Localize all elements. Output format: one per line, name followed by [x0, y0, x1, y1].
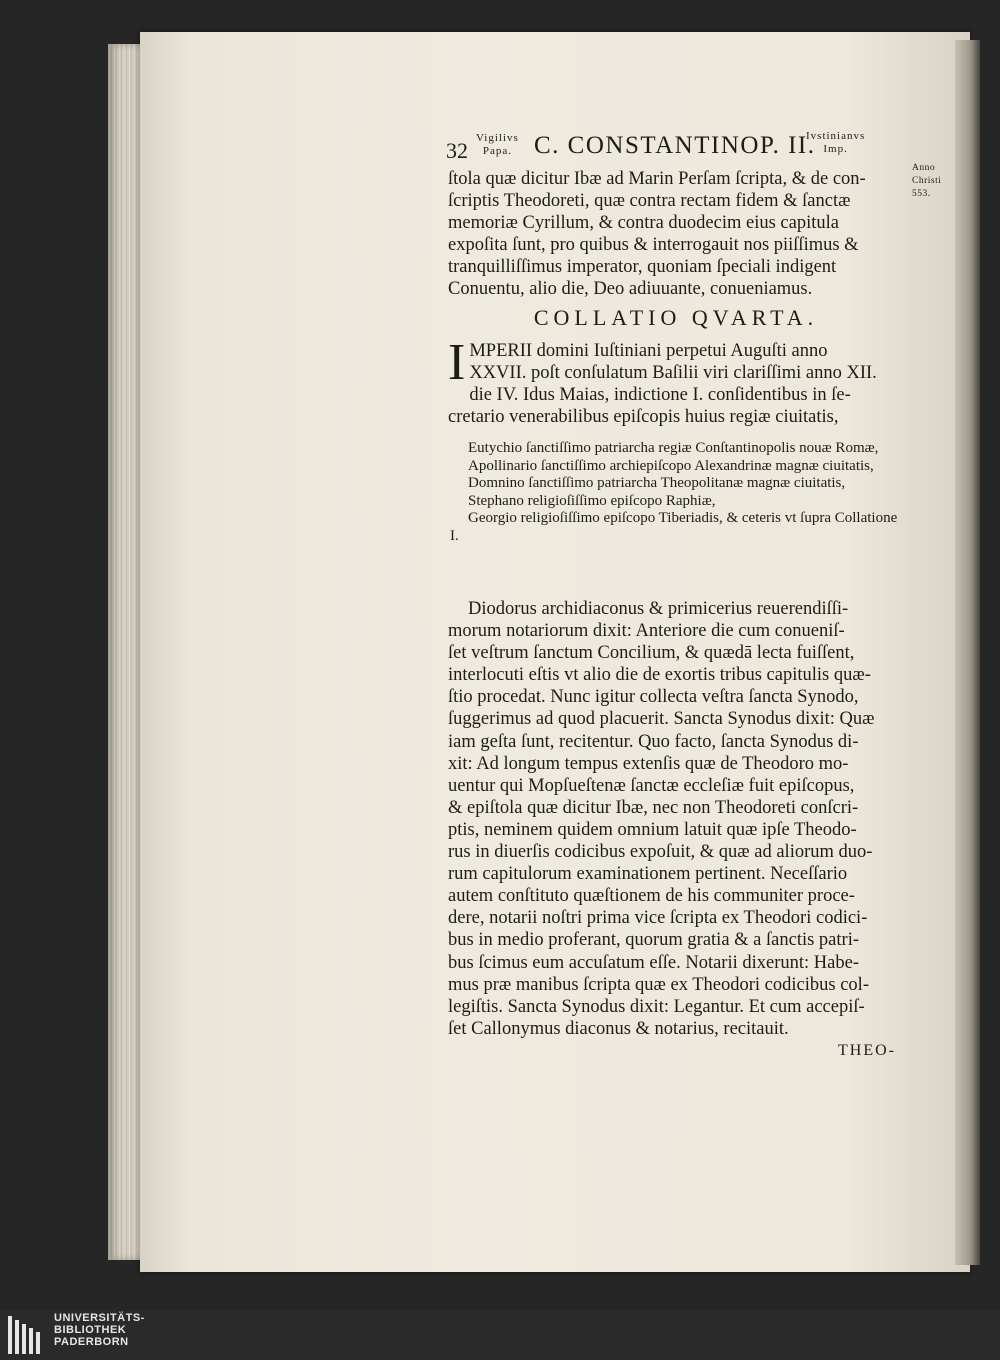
attendee-entry: Georgio religioſiſſimo epiſcopo Tiberiadis, & ceteris vt ſupra Collatione I. — [450, 510, 898, 544]
text-line: XXVII. poſt conſulatum Baſilii viri clariſſimi anno XII. — [469, 363, 877, 384]
logo-line: UNIVERSITÄTS- — [54, 1312, 145, 1324]
text-line: legiſtis. Sancta Synodus dixit: Legantur. Et cum accepiſ- — [448, 996, 865, 1017]
text-line: Conuentu, alio die, Deo adiuuante, conueniamus. — [448, 279, 813, 300]
margin-note-line: 553. — [912, 189, 931, 199]
running-head-right — [806, 130, 865, 156]
library-logo-text — [54, 1312, 145, 1348]
text-line: ſuggerimus ad quod placuerit. Sancta Synodus dixit: Quæ — [448, 709, 875, 730]
text-line: rus in diuerſis codicibus expoſuit, & quæ ad aliorum duo- — [448, 842, 873, 863]
text-line: xit: Ad longum tempus extenſis quæ de Theodoro mo- — [448, 753, 849, 774]
text-line: bus in medio proferant, quorum gratia & a ſanctis patri- — [448, 930, 859, 951]
book-gutter — [955, 40, 980, 1265]
margin-note-line: Anno — [912, 163, 936, 173]
text-line: ſtio procedat. Nunc igitur collecta veſtra ſancta Synodo, — [448, 687, 859, 708]
text-line: morum notariorum dixit: Anteriore die cum conueniſ- — [448, 621, 845, 642]
text-line: rum capitulorum examinationem pertinent. Neceſſario — [448, 864, 848, 885]
text-line: ſcriptis Theodoreti, quæ contra rectam fidem & ſanctæ — [448, 191, 851, 212]
attendee-list — [450, 440, 906, 546]
text-line: ſet Callonymus diaconus & notarius, recitauit. — [448, 1018, 789, 1039]
paragraph-diodorus — [448, 598, 904, 1040]
margin-note-year — [912, 162, 941, 201]
logo-line: PADERBORN — [54, 1336, 129, 1348]
text-line: MPERII domini Iuſtiniani perpetui Auguſti anno — [469, 341, 828, 361]
text-line: bus ſcimus eum accuſatum eſſe. Notarii dixerunt: Habe- — [448, 952, 859, 973]
catchword: THEO- — [838, 1042, 896, 1059]
running-head-left — [476, 132, 519, 158]
page-header — [446, 130, 906, 166]
text-line: tranquilliſſimus imperator, quoniam ſpeciali indigent — [448, 257, 837, 278]
attendee-entry: Stephano religioſiſſimo epiſcopo Raphiæ, — [468, 492, 716, 509]
text-line: dere, notarii noſtri prima vice ſcripta ex Theodori codici- — [448, 908, 868, 929]
text-line: autem conſtituto quæſtionem de his communiter proce- — [448, 886, 855, 907]
running-right-line: Ivstinianvs — [806, 130, 866, 142]
text-line: ptis, neminem quidem omnium latuit quæ ipſe Theodo- — [448, 819, 857, 840]
attendee-entry: Eutychio ſanctiſſimo patriarcha regiæ Conſtantinopolis nouæ Romæ, — [468, 440, 879, 456]
running-left-line: Papa. — [482, 145, 512, 157]
running-left-line: Vigilivs — [476, 132, 519, 144]
section-heading: COLLATIO QVARTA. — [533, 305, 819, 330]
text-line: memoriæ Cyrillum, & contra duodecim eius capitula — [448, 213, 839, 234]
text-line: iam geſta ſunt, recitentur. Quo facto, ſancta Synodus di- — [448, 731, 859, 752]
library-logo-icon — [6, 1312, 46, 1358]
text-line: die IV. Idus Maias, indictione I. conſidentibus in ſe- — [469, 385, 851, 406]
drop-cap: I — [448, 334, 466, 391]
page-number: 32 — [446, 138, 468, 163]
paragraph-session-date — [448, 334, 904, 428]
text-line: ſtola quæ dicitur Ibæ ad Marin Perſam ſcripta, & de con- — [448, 169, 866, 189]
logo-line: BIBLIOTHEK — [54, 1324, 127, 1336]
margin-note-line: Christi — [912, 176, 942, 186]
footer-bar — [0, 1310, 1000, 1360]
text-line: ſet veſtrum ſanctum Concilium, & quædā lecta fuiſſent, — [448, 643, 855, 664]
text-line: interlocuti eſtis vt alio die de exortis tribus capitulis quæ- — [448, 665, 871, 686]
text-line: expoſita ſunt, pro quibus & interrogauit nos piiſſimus & — [448, 235, 859, 256]
text-line: Diodorus archidiaconus & primicerius reuerendiſſi- — [468, 599, 849, 619]
text-line: uentur qui Mopſueſtenæ ſanctæ eccleſiæ fuit epiſcopus, — [448, 775, 855, 796]
paragraph-opening — [448, 168, 904, 301]
text-line: & epiſtola quæ dicitur Ibæ, nec non Theodoreti conſcri- — [448, 797, 859, 818]
attendee-entry: Apollinario ſanctiſſimo archiepiſcopo Alexandrinæ magnæ ciuitatis, — [468, 457, 874, 474]
running-right-line: Imp. — [823, 143, 848, 155]
text-line: cretario venerabilibus epiſcopis huius regiæ ciuitatis, — [448, 407, 839, 428]
running-title: C. CONSTANTINOP. II. — [534, 132, 816, 159]
text-line: mus præ manibus ſcripta quæ ex Theodori codicibus col- — [448, 974, 869, 995]
attendee-entry: Domnino ſanctiſſimo patriarcha Theopolitanæ magnæ ciuitatis, — [468, 475, 846, 492]
